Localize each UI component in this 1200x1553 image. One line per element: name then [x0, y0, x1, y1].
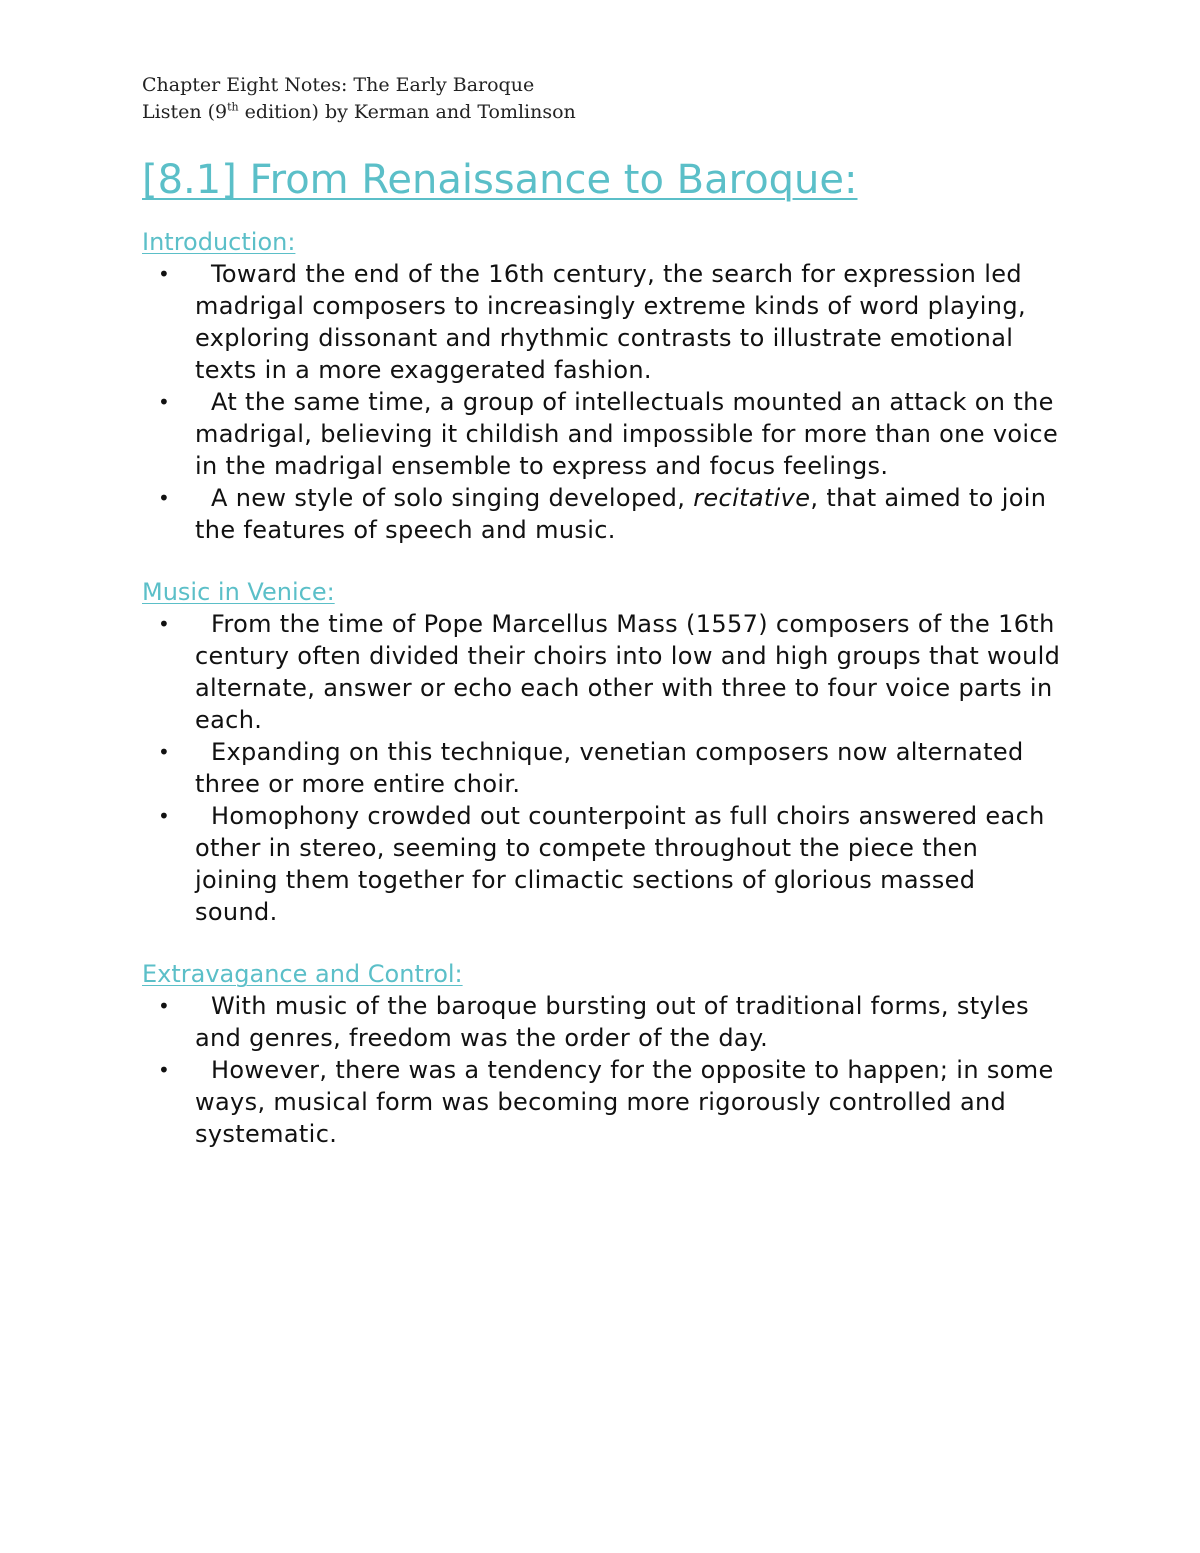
bullet-icon: • [158, 804, 171, 828]
list-item [158, 800, 1062, 928]
document-body [142, 152, 1062, 1150]
list-item-text: With music of the baroque bursting out of traditional forms, styles and genres, freedom was the order of the day. [195, 992, 1030, 1052]
bullet-icon: • [158, 486, 171, 510]
list-item-text: However, there was a tendency for the opposite to happen; in some ways, musical form was becoming more rigorously controlled and systematic. [195, 1056, 1054, 1148]
header-title-line: Chapter Eight Notes: The Early Baroque [142, 74, 535, 96]
header-superscript: th [227, 100, 239, 114]
list-item-text-post: , that aimed to join the features of speech and music. [195, 484, 1047, 544]
list-item [158, 482, 1062, 546]
list-item [158, 990, 1062, 1054]
section-heading-introduction: Introduction: [142, 228, 296, 256]
bullet-icon: • [158, 390, 171, 414]
main-heading: [8.1] From Renaissance to Baroque: [142, 157, 858, 203]
bullet-icon: • [158, 262, 171, 286]
section-extravagance [142, 958, 1062, 1150]
list-item [158, 386, 1062, 482]
emphasis-term: recitative [693, 484, 811, 512]
bullet-list-introduction [142, 258, 1062, 546]
list-item-text: Toward the end of the 16th century, the search for expression led madrigal composers to increasingly extreme kinds of word playing, exploring dissonant and rhythmic contrasts to illustrate emotional texts in a more exaggerated fashion. [195, 260, 1026, 384]
bullet-list-venice [142, 608, 1062, 928]
header-source-pre: Listen (9 [142, 101, 228, 123]
section-heading-venice: Music in Venice: [142, 578, 335, 606]
section-introduction [142, 226, 1062, 546]
list-item [158, 258, 1062, 386]
list-item-text: Homophony crowded out counterpoint as full choirs answered each other in stereo, seeming to compete throughout the piece then joining them together for climactic sections of glorious massed sound. [195, 802, 1045, 926]
header-source-line [142, 99, 576, 126]
document-header [142, 72, 576, 126]
section-venice [142, 576, 1062, 928]
list-item [158, 1054, 1062, 1150]
list-item [158, 608, 1062, 736]
bullet-icon: • [158, 994, 171, 1018]
list-item-text: Expanding on this technique, venetian composers now alternated three or more entire choir. [195, 738, 1024, 798]
bullet-icon: • [158, 612, 171, 636]
list-item-text: From the time of Pope Marcellus Mass (1557) composers of the 16th century often divided their choirs into low and high groups that would alternate, answer or echo each other with three to four voice parts in each. [195, 610, 1061, 734]
bullet-list-extravagance [142, 990, 1062, 1150]
header-source-post: edition) by Kerman and Tomlinson [238, 101, 576, 123]
list-item [158, 736, 1062, 800]
bullet-icon: • [158, 740, 171, 764]
bullet-icon: • [158, 1058, 171, 1082]
list-item-text [195, 484, 1046, 544]
list-item-text: At the same time, a group of intellectuals mounted an attack on the madrigal, believing it childish and impossible for more than one voice in the madrigal ensemble to express and focus feelings. [195, 388, 1059, 480]
section-heading-extravagance: Extravagance and Control: [142, 960, 463, 988]
list-item-text-pre: A new style of solo singing developed, [210, 484, 694, 512]
